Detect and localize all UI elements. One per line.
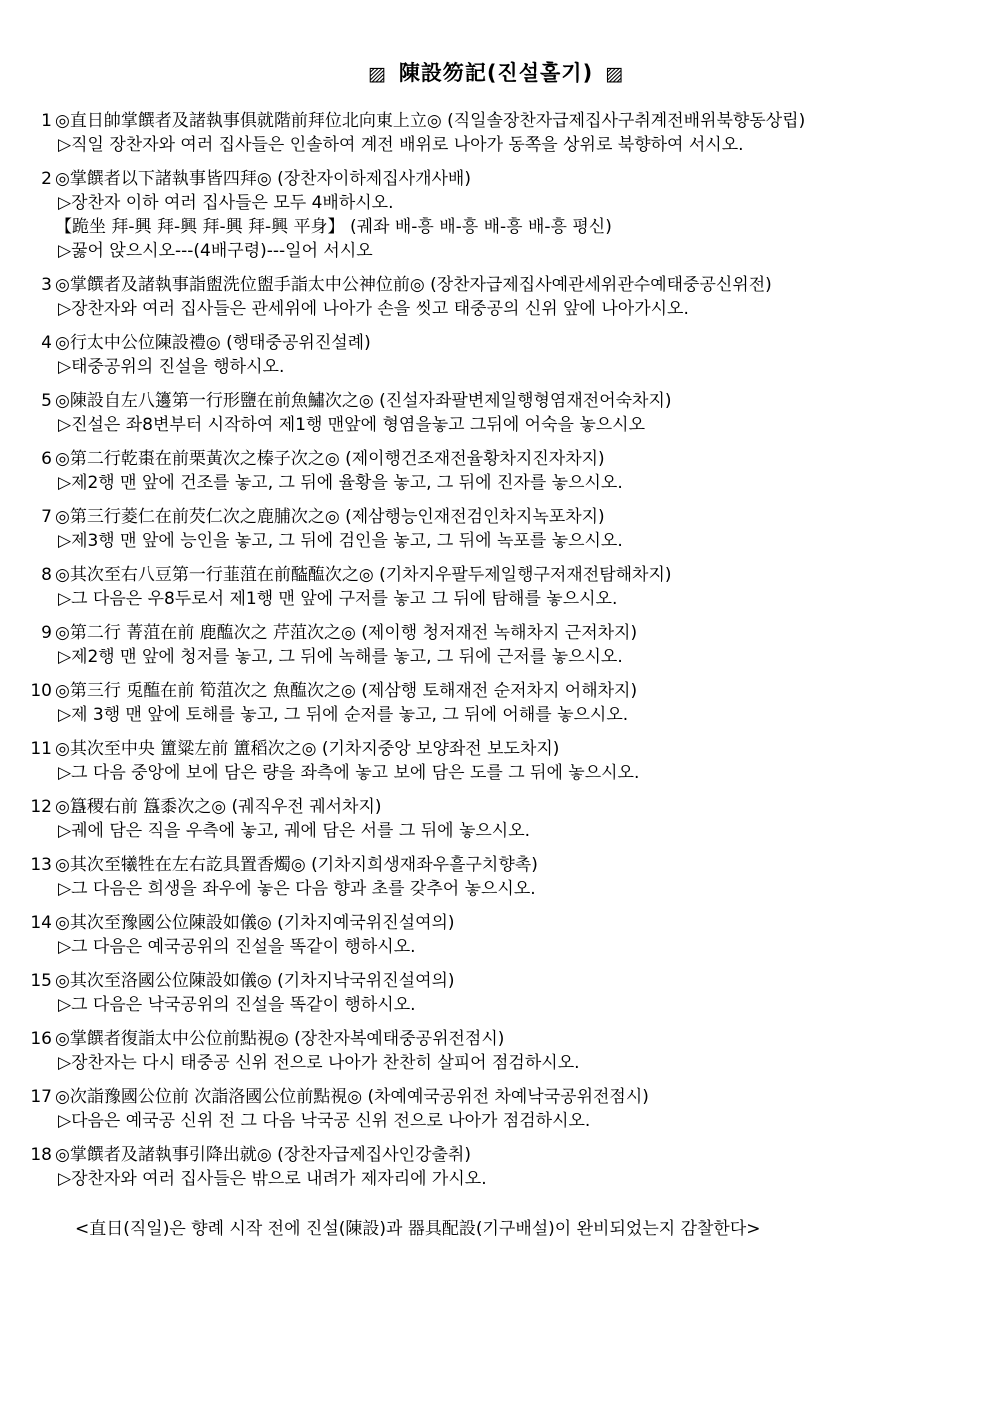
step-hanja-line: ◎掌饌者及諸執事引降出就◎ (장찬자급제집사인강출취) [55,1145,471,1165]
step-number: 6 [41,449,52,469]
step-hanja-line: ◎其次至豫國公位陳設如儀◎ (기차지예국위진설여의) [55,913,455,933]
ritual-step-12 [0,795,992,843]
step-hanja-line: ◎其次至犧牲在左右訖具置香燭◎ (기차지희생재좌우흘구치향촉) [55,855,538,875]
step-hanja-line: ◎掌饌者復詣太中公位前點視◎ (장찬자복예태중공위전점시) [55,1029,505,1049]
step-number: 16 [30,1029,52,1049]
step-hanja-line: ◎其次至洛國公位陳設如儀◎ (기차지낙국위진설여의) [55,971,455,991]
step-number: 14 [30,913,52,933]
ritual-step-1 [0,109,992,157]
step-number: 7 [41,507,52,527]
step-korean-line: ▷다음은 예국공 신위 전 그 다음 낙국공 신위 전으로 나아가 점검하시오. [58,1111,591,1131]
title-decor-right-icon: ▨ [605,63,625,85]
step-korean-line: ▷궤에 담은 직을 우측에 놓고, 궤에 담은 서를 그 뒤에 놓으시오. [58,821,531,841]
step-hanja-line: ◎掌饌者及諸執事詣盥洗位盥手詣太中公神位前◎ (장찬자급제집사예관세위관수예태중공신위전) [55,275,772,295]
step-number: 18 [30,1145,52,1165]
step-number: 15 [30,971,52,991]
step-korean-line: ▷제2행 맨 앞에 청저를 놓고, 그 뒤에 녹해를 놓고, 그 뒤에 근저를 놓으시오. [58,647,623,667]
step-hanja-line: ◎第三行 兎醢在前 筍菹次之 魚醢次之◎ (제삼행 토해재전 순저차지 어해차지) [55,681,638,701]
ritual-step-9 [0,621,992,669]
step-korean-line: ▷그 다음은 우8두로서 제1행 맨 앞에 구저를 놓고 그 뒤에 탐해를 놓으시오. [58,589,618,609]
ritual-step-2 [0,167,992,263]
step-hanja-line: ◎第三行菱仁在前芡仁次之鹿脯次之◎ (제삼행능인재전검인차지녹포차지) [55,507,605,527]
ritual-step-5 [0,389,992,437]
ritual-step-16 [0,1027,992,1075]
ritual-step-15 [0,969,992,1017]
footer-note: <直日(직일)은 향례 시작 전에 진설(陳設)과 器具配設(기구배설)이 완비되었는지 감찰한다> [75,1219,761,1239]
ritual-step-18 [0,1143,992,1191]
ritual-step-3 [0,273,992,321]
step-number: 11 [30,739,52,759]
step-hanja-line: ◎次詣豫國公位前 次詣洛國公位前點視◎ (차예예국공위전 차예낙국공위전점시) [55,1087,649,1107]
step-hanja-line: ◎直日帥掌饌者及諸執事俱就階前拜位北向東上立◎ (직일솔장찬자급제집사구취계전배위북향동상립) [55,111,806,131]
step-korean-line: ▷태중공위의 진설을 행하시오. [58,357,285,377]
step-korean-line: ▷장찬자와 여러 집사들은 밖으로 내려가 제자리에 가시오. [58,1169,487,1189]
ritual-step-8 [0,563,992,611]
step-number: 5 [41,391,52,411]
ritual-step-10 [0,679,992,727]
step-number: 12 [30,797,52,817]
ritual-step-13 [0,853,992,901]
step-number: 17 [30,1087,52,1107]
ritual-step-6 [0,447,992,495]
step-number: 9 [41,623,52,643]
step-korean-line: ▷진설은 좌8변부터 시작하여 제1행 맨앞에 형염을놓고 그뒤에 어숙을 놓으시오 [58,415,646,435]
step-korean-line: ▷그 다음은 낙국공위의 진설을 똑같이 행하시오. [58,995,416,1015]
step-korean-line: ▷장찬자는 다시 태중공 신위 전으로 나아가 찬찬히 살피어 점검하시오. [58,1053,580,1073]
ritual-step-7 [0,505,992,553]
step-number: 8 [41,565,52,585]
ritual-step-4 [0,331,992,379]
step-number: 10 [30,681,52,701]
step-number: 2 [41,169,52,189]
step-korean-line: ▷그 다음은 희생을 좌우에 놓은 다음 향과 초를 갖추어 놓으시오. [58,879,536,899]
step-korean-line: ▷그 다음은 예국공위의 진설을 똑같이 행하시오. [58,937,416,957]
step-command-line: 【跪坐 拜-興 拜-興 拜-興 拜-興 平身】 (궤좌 배-흥 배-흥 배-흥 배-흥 평신) [55,217,612,237]
step-hanja-line: ◎其次至中央 簠粱左前 簠稻次之◎ (기차지중앙 보양좌전 보도차지) [55,739,560,759]
step-hanja-line: ◎行太中公位陳設禮◎ (행태중공위진설례) [55,333,371,353]
step-korean-line: ▷장찬자와 여러 집사들은 관세위에 나아가 손을 씻고 태중공의 신위 앞에 나아가시오. [58,299,689,319]
step-hanja-line: ◎第二行 菁菹在前 鹿醢次之 芹菹次之◎ (제이행 청저재전 녹해차지 근저차지) [55,623,638,643]
step-hanja-line: ◎掌饌者以下諸執事皆四拜◎ (장찬자이하제집사개사배) [55,169,471,189]
step-hanja-line: ◎陳設自左八籩第一行形鹽在前魚鱐次之◎ (진설자좌팔변제일행형염재전어숙차지) [55,391,672,411]
step-number: 3 [41,275,52,295]
step-hanja-line: ◎其次至右八豆第一行韮菹在前醓醢次之◎ (기차지우팔두제일행구저재전탐해차지) [55,565,672,585]
step-korean-line: ▷그 다음 중앙에 보에 담은 량을 좌측에 놓고 보에 담은 도를 그 뒤에 놓으시오. [58,763,640,783]
step-korean-line: ▷꿇어 앉으시오---(4배구령)---일어 서시오 [58,241,373,261]
step-number: 4 [41,333,52,353]
title-text: 陳設笏記(진설홀기) [398,61,594,85]
step-number: 13 [30,855,52,875]
step-korean-line: ▷장찬자 이하 여러 집사들은 모두 4배하시오. [58,193,394,213]
title-decor-left-icon: ▨ [367,63,387,85]
step-korean-line: ▷직일 장찬자와 여러 집사들은 인솔하여 계전 배위로 나아가 동쪽을 상위로 북향하여 서시오. [58,135,744,155]
step-korean-line: ▷제 3행 맨 앞에 토해를 놓고, 그 뒤에 순저를 놓고, 그 뒤에 어해를 놓으시오. [58,705,629,725]
step-hanja-line: ◎簋稷右前 簋黍次之◎ (궤직우전 궤서차지) [55,797,382,817]
page-title [0,60,992,87]
step-korean-line: ▷제3행 맨 앞에 능인을 놓고, 그 뒤에 검인을 놓고, 그 뒤에 녹포를 놓으시오. [58,531,623,551]
step-number: 1 [41,111,52,131]
ritual-step-17 [0,1085,992,1133]
ritual-step-11 [0,737,992,785]
step-korean-line: ▷제2행 맨 앞에 건조를 놓고, 그 뒤에 율황을 놓고, 그 뒤에 진자를 놓으시오. [58,473,623,493]
step-hanja-line: ◎第二行乾棗在前栗黃次之榛子次之◎ (제이행건조재전율황차지진자차지) [55,449,605,469]
ritual-step-14 [0,911,992,959]
